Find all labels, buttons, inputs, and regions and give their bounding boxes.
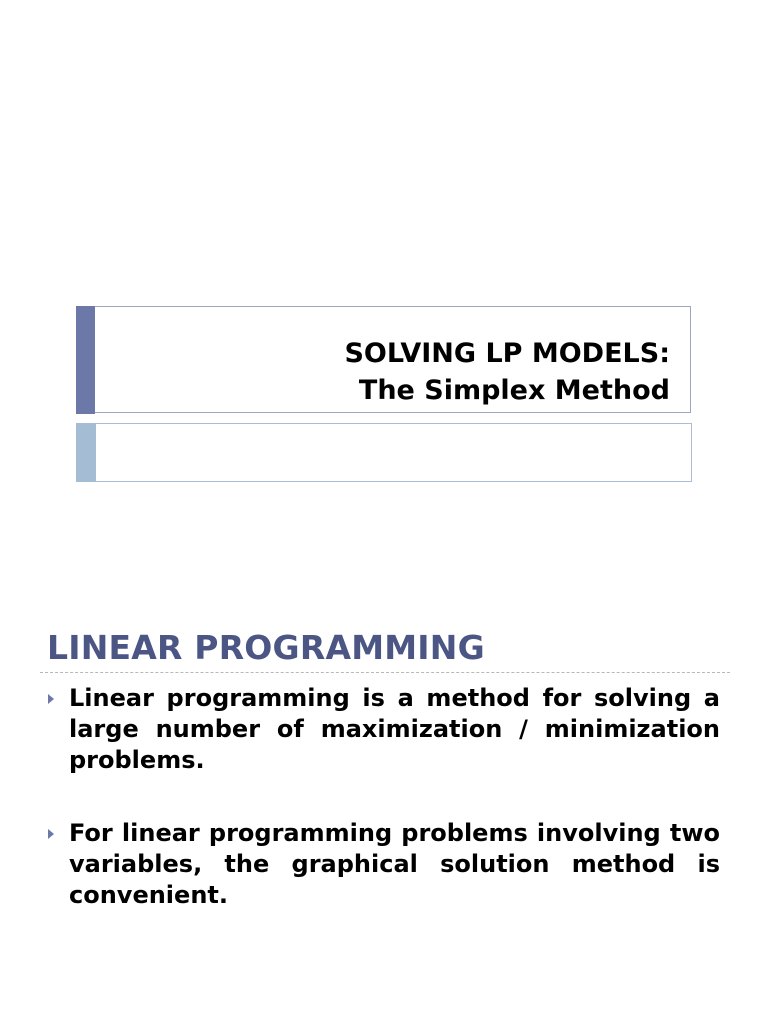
bullet-text: For linear programming problems involving two variables, the graphical solution method is convenient. (69, 819, 720, 909)
title-line-1: SOLVING LP MODELS: (344, 338, 670, 369)
section-heading: LINEAR PROGRAMMING (47, 628, 485, 667)
bullet-item (69, 683, 720, 776)
title-line-2: The Simplex Method (358, 375, 670, 406)
bullet-text: Linear programming is a method for solving a large number of maximization / minimization problems. (69, 684, 720, 774)
triangle-right-icon (48, 694, 54, 704)
triangle-right-icon (48, 829, 54, 839)
title-accent-bar (76, 306, 95, 414)
subtitle-accent-bar (76, 423, 96, 482)
title-box (76, 306, 691, 413)
heading-divider (40, 672, 730, 673)
subtitle-box (76, 423, 692, 482)
bullet-item (69, 818, 720, 911)
slide-title (344, 335, 670, 409)
